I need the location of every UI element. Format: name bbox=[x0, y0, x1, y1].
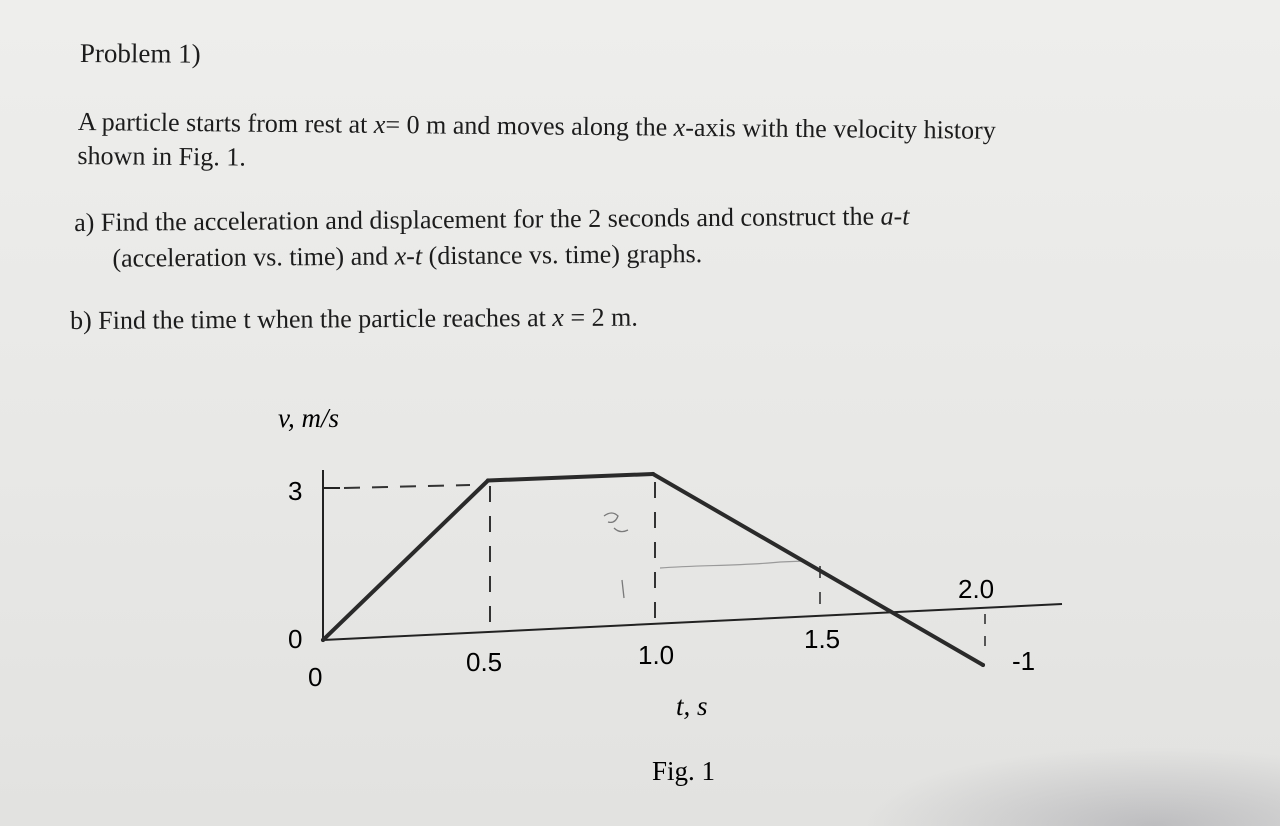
guide-dash-v3 bbox=[344, 485, 470, 488]
y-axis-label: v, m/s bbox=[278, 403, 339, 433]
velocity-segment bbox=[488, 474, 653, 481]
x-tick-label: 1.0 bbox=[638, 640, 675, 670]
intro-text-part: = 0 m and moves along the bbox=[385, 109, 674, 142]
intro-text-part: -axis with the velocity history bbox=[685, 112, 996, 145]
part-a-text: (acceleration vs. time) and bbox=[112, 241, 395, 273]
velocity-point bbox=[651, 472, 655, 476]
velocity-point bbox=[321, 638, 325, 642]
intro-variable-x: x bbox=[373, 109, 386, 139]
intro-text-part: A particle starts from rest at bbox=[77, 106, 374, 139]
annotation-minus-one: -1 bbox=[1012, 646, 1036, 676]
x-tick-label: 0 bbox=[308, 662, 323, 692]
part-a-text: (distance vs. time) graphs. bbox=[421, 239, 703, 271]
x-axis bbox=[323, 604, 1062, 640]
problem-heading: Problem 1) bbox=[79, 38, 201, 69]
intro-variable-x: x bbox=[673, 112, 686, 142]
part-a-text: a) Find the acceleration and displacement for the 2 seconds and construct the bbox=[74, 201, 881, 237]
pencil-mark-symbol bbox=[604, 513, 628, 532]
part-b-variable-x: x bbox=[552, 302, 564, 333]
y-tick-label: 3 bbox=[288, 476, 303, 506]
part-a-variable-xt: x-t bbox=[394, 241, 423, 271]
part-b-text: b) Find the time t when the particle reaches at bbox=[70, 303, 553, 335]
intro-line-2: shown in Fig. 1. bbox=[77, 140, 246, 172]
x-axis-label: t, s bbox=[676, 691, 708, 721]
pencil-mark-area bbox=[660, 561, 805, 568]
figure-caption: Fig. 1 bbox=[652, 756, 716, 786]
velocity-point bbox=[486, 479, 490, 483]
x-tick-label: 1.5 bbox=[804, 624, 841, 654]
part-a-variable-at: a-t bbox=[880, 201, 910, 231]
y-tick-label: 0 bbox=[288, 624, 303, 654]
velocity-point bbox=[981, 663, 985, 667]
x-tick-label: 0.5 bbox=[466, 647, 503, 677]
part-b-text: = 2 m. bbox=[563, 302, 638, 332]
photo-shadow bbox=[860, 746, 1280, 826]
pencil-mark-tick bbox=[622, 580, 624, 598]
x-tick-label: 2.0 bbox=[958, 574, 995, 604]
velocity-segment bbox=[323, 481, 488, 641]
